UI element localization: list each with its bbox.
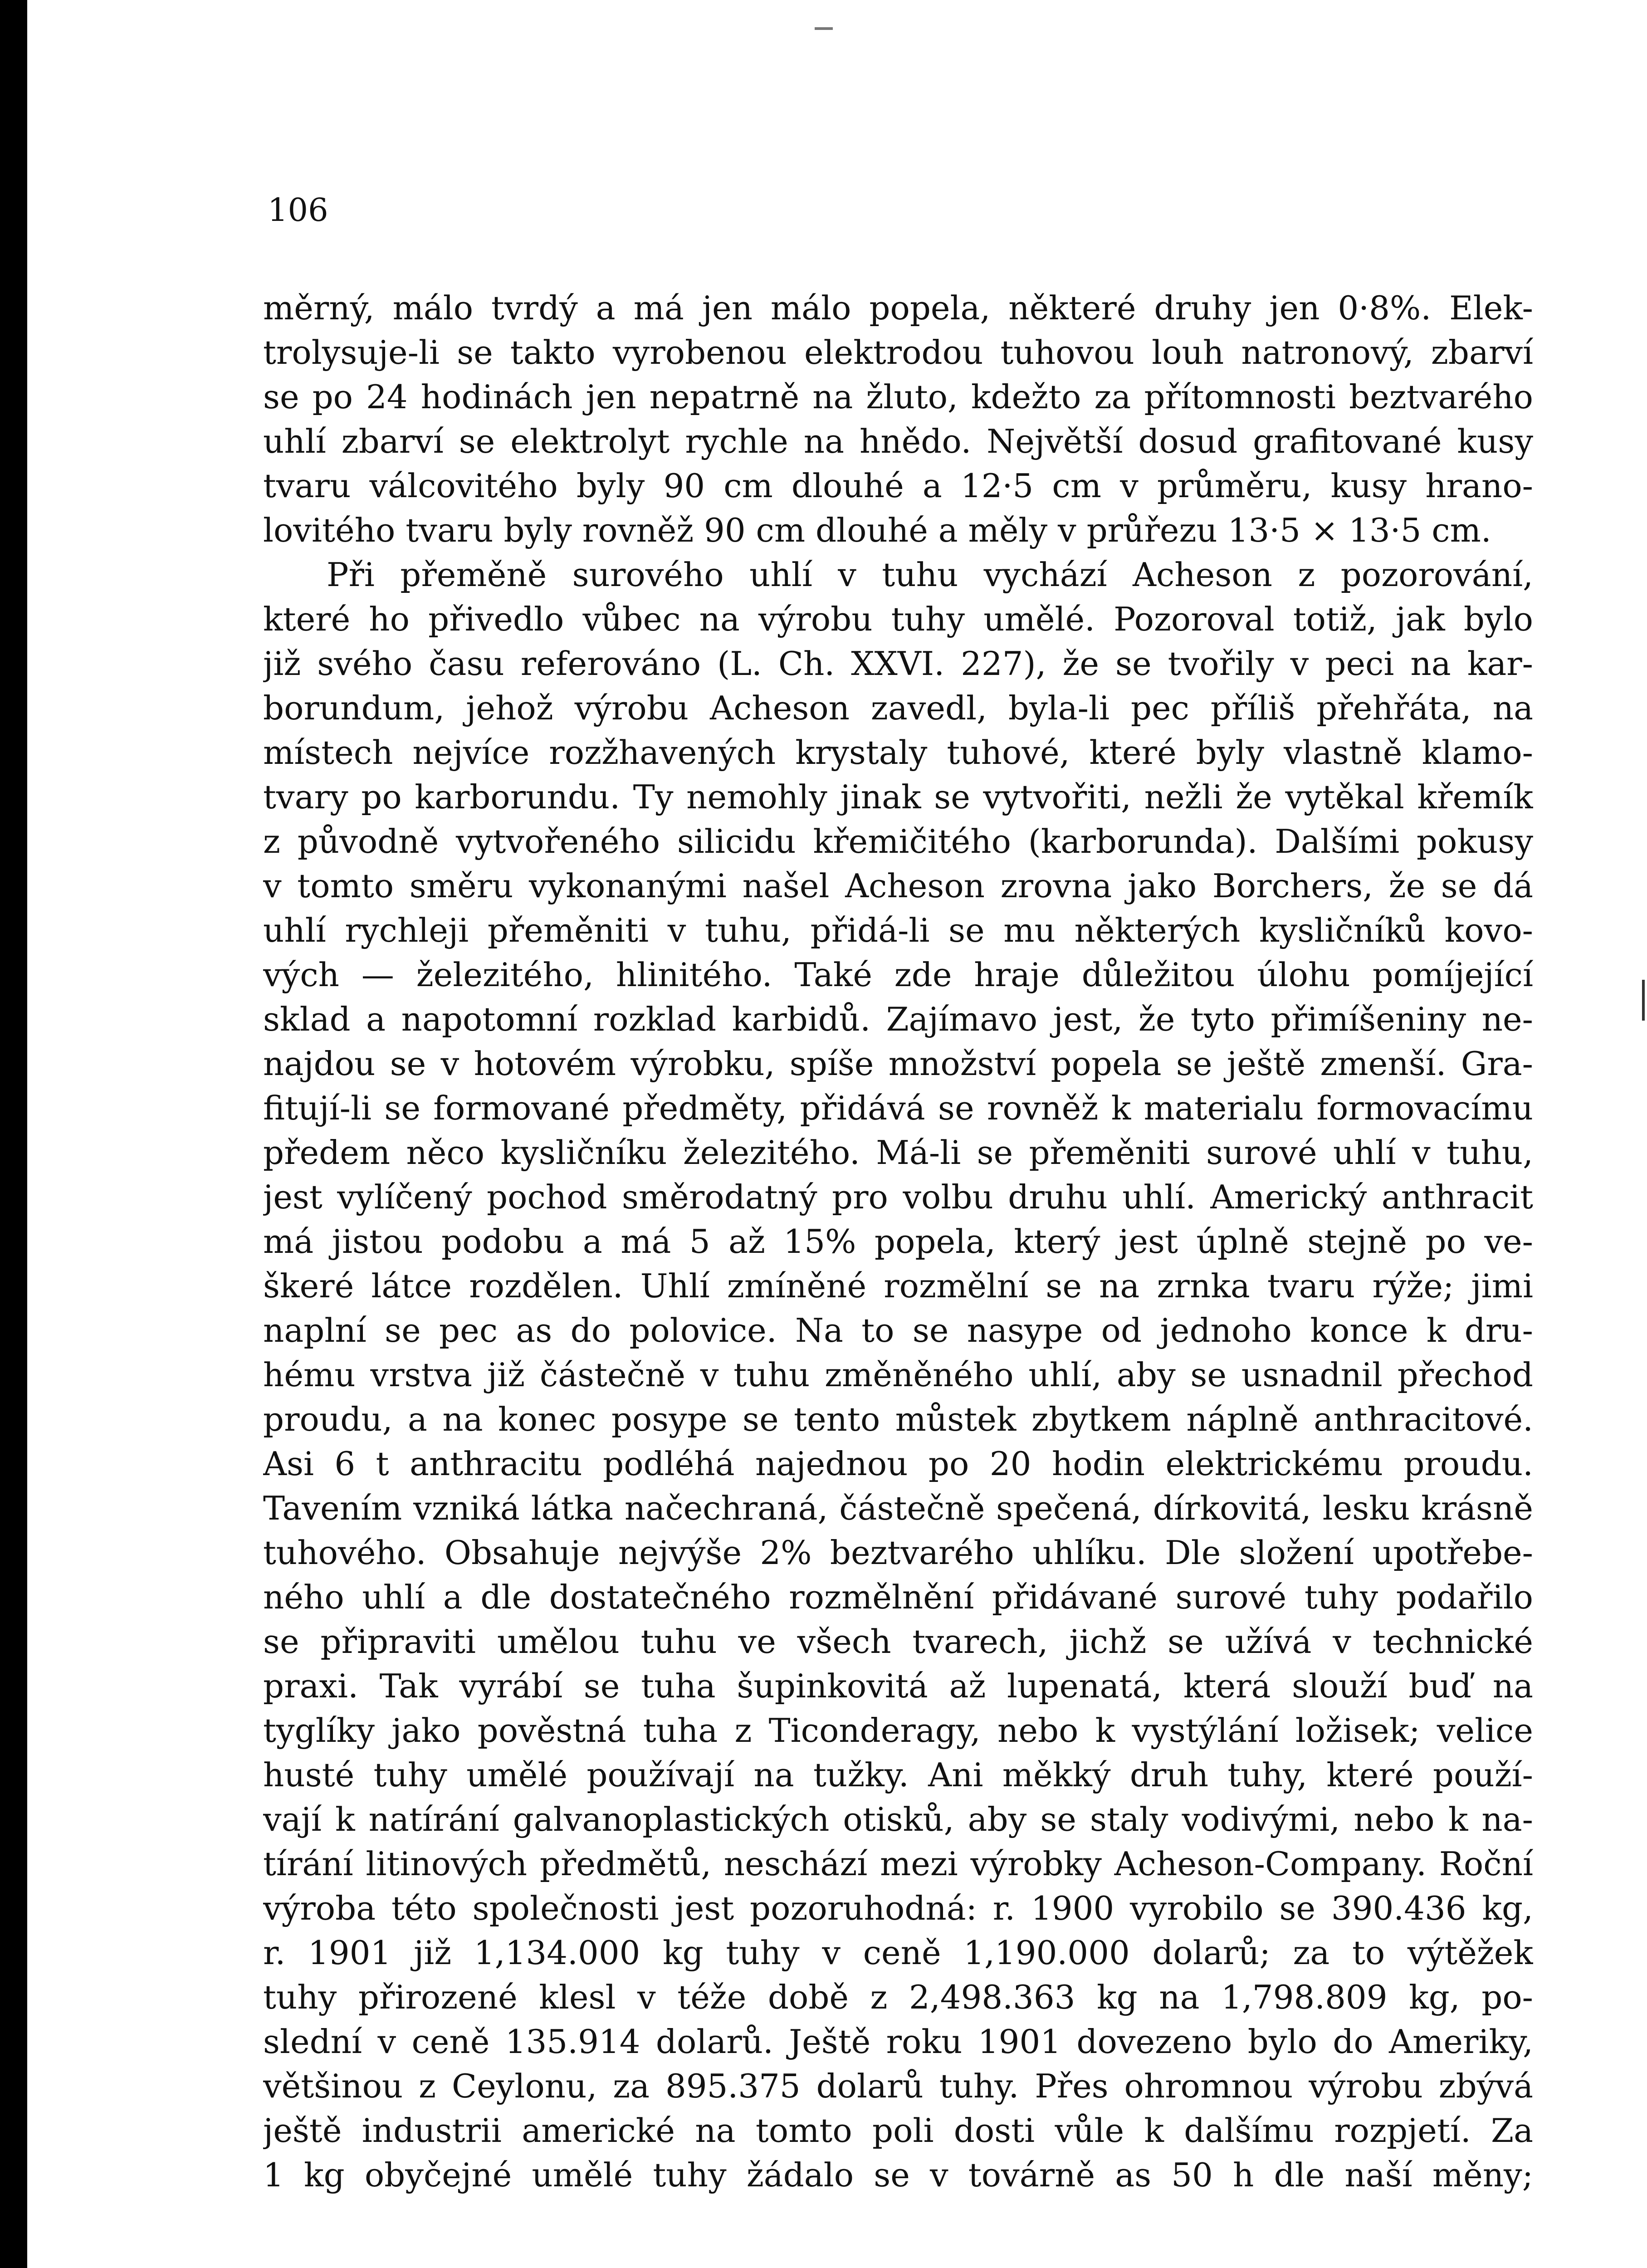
text-line: ného uhlí a dle dostatečného rozmělnění přidávané surové tuhy podařilo — [263, 1578, 1533, 1616]
text-line: v tomto směru vykonanými našel Acheson zrovna jako Borchers, že se dá — [263, 867, 1533, 905]
text-line: jest vylíčený pochod směrodatný pro volbu druhu uhlí. Americký anthracit — [263, 1178, 1533, 1216]
scanned-page — [27, 0, 1647, 2268]
text-line: slední v ceně 135.914 dolarů. Ještě roku 1901 dovezeno bylo do Ameriky, — [263, 2023, 1533, 2061]
text-line: místech nejvíce rozžhavených krystaly tuhové, které byly vlastně klamo- — [263, 733, 1533, 772]
text-line: husté tuhy umělé používají na tužky. Ani měkký druh tuhy, které použí- — [263, 1756, 1533, 1794]
text-line: Při přeměně surového uhlí v tuhu vychází Acheson z pozorování, — [327, 556, 1533, 594]
text-line: tvaru válcovitého byly 90 cm dlouhé a 12·5 cm v průměru, kusy hrano- — [263, 467, 1533, 505]
text-line: většinou z Ceylonu, za 895.375 dolarů tuhy. Přes ohromnou výrobu zbývá — [263, 2067, 1533, 2105]
text-line: tuhy přirozené klesl v téže době z 2,498.363 kg na 1,798.809 kg, po- — [263, 1978, 1533, 2016]
text-line: proudu, a na konec posype se tento můstek zbytkem náplně anthracitové. — [263, 1400, 1533, 1438]
text-line: ještě industrii americké na tomto poli dosti vůle k dalšímu rozpjetí. Za — [263, 2112, 1533, 2150]
text-line: vých — železitého, hlinitého. Také zde hraje důležitou úlohu pomíjející — [263, 956, 1533, 994]
text-line: tírání litinových předmětů, neschází mezi výrobky Acheson-Company. Roční — [263, 1845, 1533, 1883]
text-line: hému vrstva již částečně v tuhu změněného uhlí, aby se usnadnil přechod — [263, 1356, 1533, 1394]
text-line: najdou se v hotovém výrobku, spíše množství popela se ještě zmenší. Gra- — [263, 1045, 1533, 1083]
text-line: praxi. Tak vyrábí se tuha šupinkovitá až lupenatá, která slouží buď na — [263, 1667, 1533, 1705]
margin-mark — [1642, 980, 1645, 1021]
text-line: se po 24 hodinách jen nepatrně na žluto, kdežto za přítomnosti beztvarého — [263, 378, 1533, 416]
text-line: uhlí rychleji přeměniti v tuhu, přidá-li se mu některých kysličníků kovo- — [263, 911, 1533, 949]
page-number: 106 — [268, 191, 328, 229]
text-line: tyglíky jako pověstná tuha z Ticonderagy, nebo k vystýlání ložisek; velice — [263, 1711, 1533, 1750]
text-line: Tavením vzniká látka načechraná, částečně spečená, dírkovitá, lesku krásně — [263, 1489, 1533, 1527]
text-line: borundum, jehož výrobu Acheson zavedl, byla-li pec příliš přehřáta, na — [263, 689, 1533, 727]
text-line: vají k natírání galvanoplastických otisků, aby se staly vodivými, nebo k na- — [263, 1800, 1533, 1838]
text-line: 1 kg obyčejné umělé tuhy žádalo se v továrně as 50 h dle naší měny; — [263, 2156, 1533, 2194]
text-line: naplní se pec as do polovice. Na to se nasype od jednoho konce k dru- — [263, 1311, 1533, 1349]
text-line: trolysuje-li se takto vyrobenou elektrodou tuhovou louh natronový, zbarví — [263, 333, 1533, 371]
text-line: které ho přivedlo vůbec na výrobu tuhy umělé. Pozoroval totiž, jak bylo — [263, 600, 1533, 638]
text-line: výroba této společnosti jest pozoruhodná: r. 1900 vyrobilo se 390.436 kg, — [263, 1889, 1533, 1927]
text-line: uhlí zbarví se elektrolyt rychle na hnědo. Největší dosud grafitované kusy — [263, 422, 1533, 460]
text-line: sklad a napotomní rozklad karbidů. Zajímavo jest, že tyto přimíšeniny ne- — [263, 1000, 1533, 1038]
text-line: tuhového. Obsahuje nejvýše 2% beztvarého uhlíku. Dle složení upotřebe- — [263, 1534, 1533, 1572]
text-line: lovitého tvaru byly rovněž 90 cm dlouhé a měly v průřezu 13·5 × 13·5 cm. — [263, 511, 1491, 549]
text-line: má jistou podobu a má 5 až 15% popela, který jest úplně stejně po ve- — [263, 1222, 1533, 1261]
text-line: z původně vytvořeného silicidu křemičitého (karborunda). Dalšími pokusy — [263, 822, 1533, 860]
scan-mark — [815, 27, 833, 30]
text-line: již svého času referováno (L. Ch. XXVI. 227), že se tvořily v peci na kar- — [263, 645, 1533, 683]
text-line: fitují-li se formované předměty, přidává se rovněž k materialu formovacímu — [263, 1089, 1533, 1127]
text-line: Asi 6 t anthracitu podléhá najednou po 20 hodin elektrickému proudu. — [263, 1445, 1533, 1483]
text-line: se připraviti umělou tuhu ve všech tvarech, jichž se užívá v technické — [263, 1623, 1533, 1661]
text-line: r. 1901 již 1,134.000 kg tuhy v ceně 1,190.000 dolarů; za to výtěžek — [263, 1934, 1533, 1972]
body-text — [263, 286, 1533, 2197]
text-line: škeré látce rozdělen. Uhlí zmíněné rozmělní se na zrnka tvaru rýže; jimi — [263, 1267, 1533, 1305]
text-line: měrný, málo tvrdý a má jen málo popela, některé druhy jen 0·8%. Elek- — [263, 289, 1533, 327]
text-line: předem něco kysličníku železitého. Má-li se přeměniti surové uhlí v tuhu, — [263, 1134, 1533, 1172]
text-line: tvary po karborundu. Ty nemohly jinak se vytvořiti, nežli že vytěkal křemík — [263, 778, 1533, 816]
